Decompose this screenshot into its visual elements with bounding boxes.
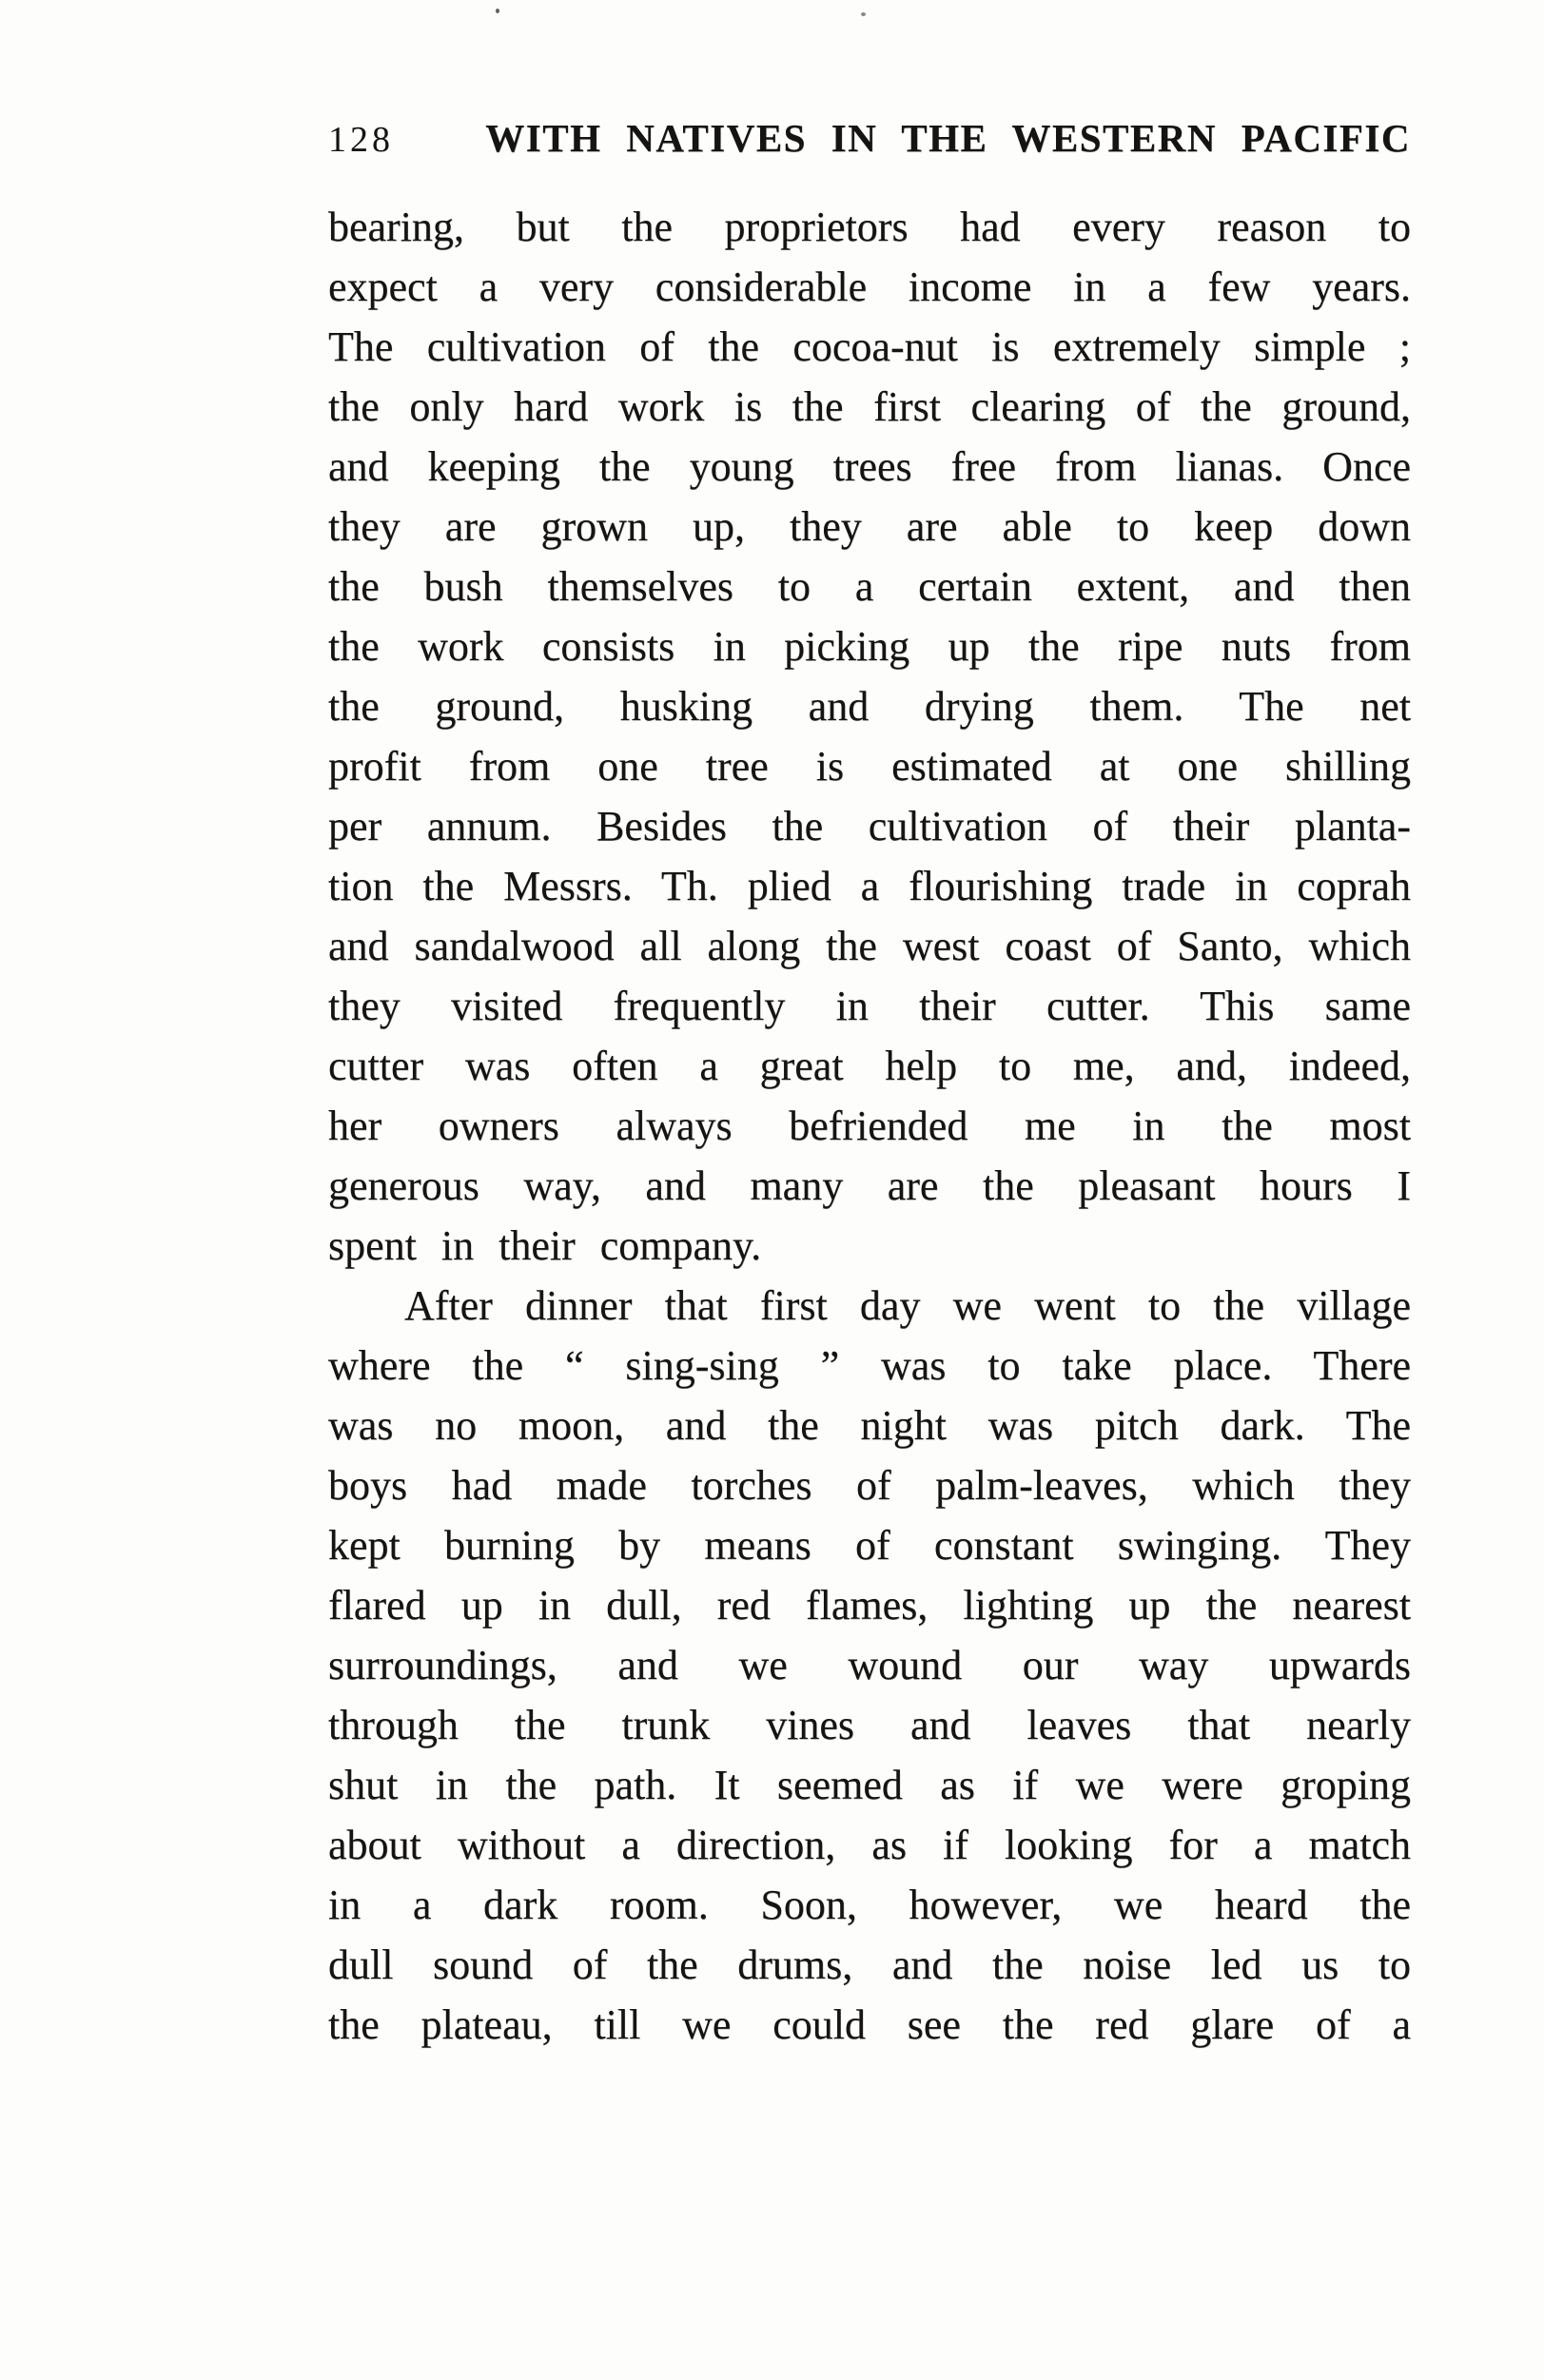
scan-speck [861, 12, 866, 16]
text-line: through the trunk vines and leaves that nearly [328, 1702, 1411, 1748]
text-line: they are grown up, they are able to keep down [328, 503, 1411, 550]
text-line: in a dark room. Soon, however, we heard the [328, 1882, 1411, 1928]
text-line: kept burning by means of constant swinging. They [328, 1522, 1411, 1569]
running-title: WITH NATIVES IN THE WESTERN PACIFIC [485, 116, 1411, 160]
text-line: cutter was often a great help to me, and, indeed, [328, 1043, 1411, 1089]
text-line: where the “ sing-sing ” was to take place. There [328, 1342, 1411, 1389]
text-line: about without a direction, as if looking for a match [328, 1822, 1411, 1868]
body-text [328, 197, 1411, 2055]
page-number: 128 [328, 120, 394, 160]
text-line: bearing, but the proprietors had every reason to [328, 204, 1411, 250]
text-line: and keeping the young trees free from lianas. Once [328, 443, 1411, 490]
text-line: flared up in dull, red flames, lighting up the nearest [328, 1582, 1411, 1629]
text-line: generous way, and many are the pleasant hours I [328, 1162, 1411, 1209]
text-line: and sandalwood all along the west coast of Santo, which [328, 923, 1411, 969]
text-line: shut in the path. It seemed as if we were groping [328, 1762, 1411, 1808]
text-line: the bush themselves to a certain extent, and then [328, 563, 1411, 610]
text-line: dull sound of the drums, and the noise led us to [328, 1941, 1411, 1988]
text-line: the work consists in picking up the ripe nuts from [328, 623, 1411, 670]
text-line: they visited frequently in their cutter. This same [328, 983, 1411, 1029]
text-line: the ground, husking and drying them. The net [328, 683, 1411, 730]
text-line: tion the Messrs. Th. plied a flourishing trade in coprah [328, 863, 1411, 909]
text-line: the only hard work is the first clearing of the ground, [328, 383, 1411, 430]
text-line: surroundings, and we wound our way upwards [328, 1642, 1411, 1688]
running-header [328, 115, 1411, 161]
text-line: spent in their company. [328, 1222, 762, 1269]
text-line: profit from one tree is estimated at one shilling [328, 743, 1411, 790]
text-line: The cultivation of the cocoa-nut is extremely simple ; [328, 323, 1411, 370]
text-line: her owners always befriended me in the most [328, 1102, 1411, 1149]
text-line: After dinner that first day we went to the village [404, 1282, 1411, 1329]
text-line: was no moon, and the night was pitch dark. The [328, 1402, 1411, 1449]
text-line: boys had made torches of palm-leaves, which they [328, 1462, 1411, 1509]
text-line: per annum. Besides the cultivation of their planta- [328, 803, 1411, 849]
scan-speck [496, 9, 499, 13]
text-line: the plateau, till we could see the red glare of a [328, 2001, 1411, 2048]
text-line: expect a very considerable income in a few years. [328, 263, 1411, 310]
